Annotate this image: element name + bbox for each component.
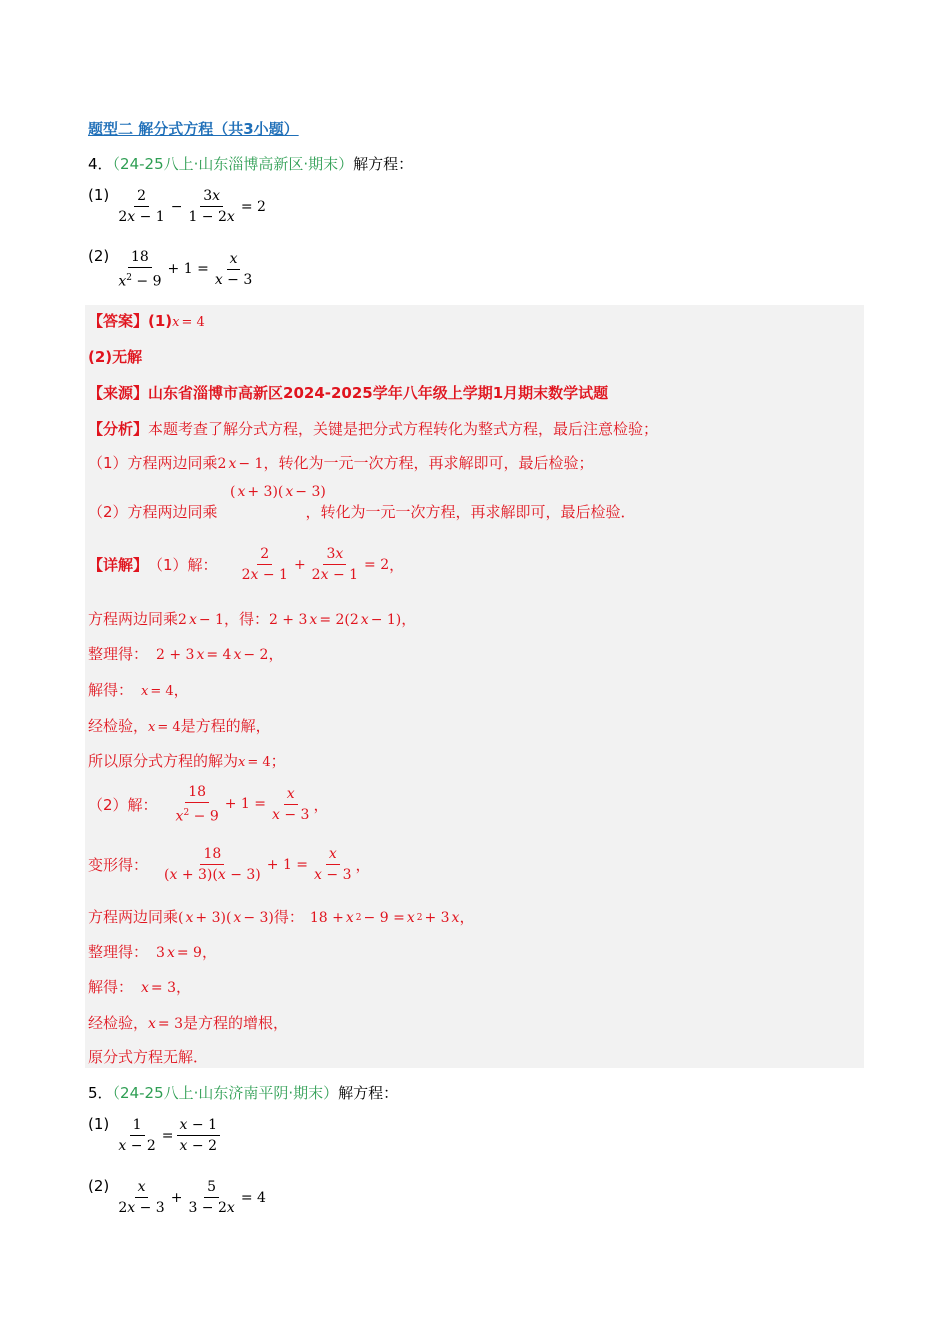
detail-2-conclusion: 原分式方程无解． [88,1048,209,1066]
step-text: 整理得： [88,943,149,961]
punct: ， [268,645,284,663]
section-title: 题型二 解分式方程（共3小题） [88,120,299,138]
analysis-1-text-b: ，转化为一元一次方程，再求解即可，最后检验； [263,454,594,472]
detail-1-step1: 方程两边同乘2 x − 1，得：2 + 3 x = 2(2 x − 1)， [88,610,417,628]
step-text: 方程两边同乘 [88,908,179,926]
source-line [88,382,608,403]
detail-2-step4: 经检验， x = 3是方程的增根， [88,1014,289,1032]
analysis-1: （1）方程两边同乘2 x − 1，转化为一元一次方程，再求解即可，最后检验； [88,454,594,472]
step-text: 整理得： [88,645,149,663]
detail-tag: 【详解】 [88,556,149,574]
detail-1-step3: 解得： x = 4， [88,681,189,699]
part-label: (2) [88,247,110,265]
question-5-header [88,1082,398,1103]
punct: ， [176,978,192,996]
analysis-text: 本题考查了解分式方程，关键是把分式方程转化为整式方程，最后注意检验； [148,420,659,438]
part-label: (1) [88,186,110,204]
answer-part2: (2)无解 [88,348,143,366]
punct: ， [389,556,405,574]
answer-line: 【答案】(1) x = 4 [88,312,205,330]
detail-2-start: （2）解： $\frac{18}{x^2 - 9}$ + 1 = $\frac{x}{x - 3}$ ， [88,784,329,825]
question-number: 4． [88,155,113,173]
q4-equation-1: (1) $\frac{2}{2x - 1}$ − $\frac{3x}{1 - 2x}$ = 2 [88,186,266,225]
analysis-2-text-b: ，转化为一元一次方程，再求解即可，最后检验． [305,503,636,521]
step-text: 所以原分式方程的解为 [88,752,239,770]
punct: ， [355,856,371,874]
detail-2-step2: 整理得： 3 x = 9， [88,943,217,961]
detail-1-step4: 经检验， x = 4是方程的解， [88,717,271,735]
part-label: (2) [88,1177,110,1195]
q5-equation-1: (1) $\frac{1}{x - 2}$ = $\frac{x - 1}{x - 2}$ [88,1114,221,1155]
step-text: 经检验， [88,717,149,735]
step-text: 是方程的解， [180,717,271,735]
source-text: 山东省淄博市高新区2024-2025学年八年级上学期1月期末数学试题 [148,384,609,402]
analysis-line [88,418,658,439]
detail-2-step1: 方程两边同乘( x + 3)( x − 3)得： 18 + x 2 − 9 = x 2 + 3 x ， [88,908,475,926]
detail-1-step2: 整理得： 2 + 3 x = 4 x − 2， [88,645,284,663]
analysis-2-text-a: （2）方程两边同乘 [88,503,218,521]
step-text: 解得： [88,681,134,699]
question-4-header [88,153,413,174]
punct: ， [173,681,189,699]
step-text: 是方程的增根， [183,1014,289,1032]
part-label: (1) [88,1115,110,1133]
answer-tag: 【答案】 [88,312,149,330]
question-source: （24-25八上·山东济南平阴·期末） [112,1084,339,1102]
analysis-1-text-a: （1）方程两边同乘 [88,454,218,472]
detail-2-transform: 变形得： $\frac{18}{(x + 3)(x - 3)}$ + 1 = $\frac{x}{x - 3}$ ， [88,846,371,883]
punct: ， [401,610,417,628]
step-text: ，得： [223,610,269,628]
answer-part1-label: (1) [148,312,173,330]
step-text: 得： [273,908,304,926]
detail-2-step3: 解得： x = 3， [88,978,192,996]
question-number: 5． [88,1084,113,1102]
detail-1-step5: 所以原分式方程的解为 x = 4； [88,752,286,770]
step-text: 解得： [88,978,134,996]
analysis-2 [88,501,636,522]
punct: ； [270,752,286,770]
question-prompt: 解方程： [353,155,414,173]
step-text: 变形得： [88,856,149,874]
punct: ， [459,908,475,926]
question-prompt: 解方程： [338,1084,399,1102]
analysis-tag: 【分析】 [88,420,149,438]
detail-2-text: （2）解： [88,795,158,814]
punct: ， [313,795,329,814]
question-source: （24-25八上·山东淄博高新区·期末） [112,155,354,173]
step-text: 方程两边同乘 [88,610,179,628]
analysis-2-multiplier: ( x + 3)( x − 3) [230,484,326,500]
source-tag: 【来源】 [88,384,149,402]
detail-1-start: 【详解】 （1）解： $\frac{2}{2x - 1}$ + $\frac{3x}{2x - 1}$ = 2 ， [88,546,405,583]
detail-1-text: （1）解： [148,556,218,574]
q4-equation-2: (2) $\frac{18}{x^2 - 9}$ + 1 = $\frac{x}{x - 3}$ [88,247,253,290]
punct: ， [201,943,217,961]
step-text: 经检验， [88,1014,149,1032]
q5-equation-2: (2) $\frac{x}{2x - 3}$ + $\frac{5}{3 - 2x}$ = 4 [88,1177,266,1216]
